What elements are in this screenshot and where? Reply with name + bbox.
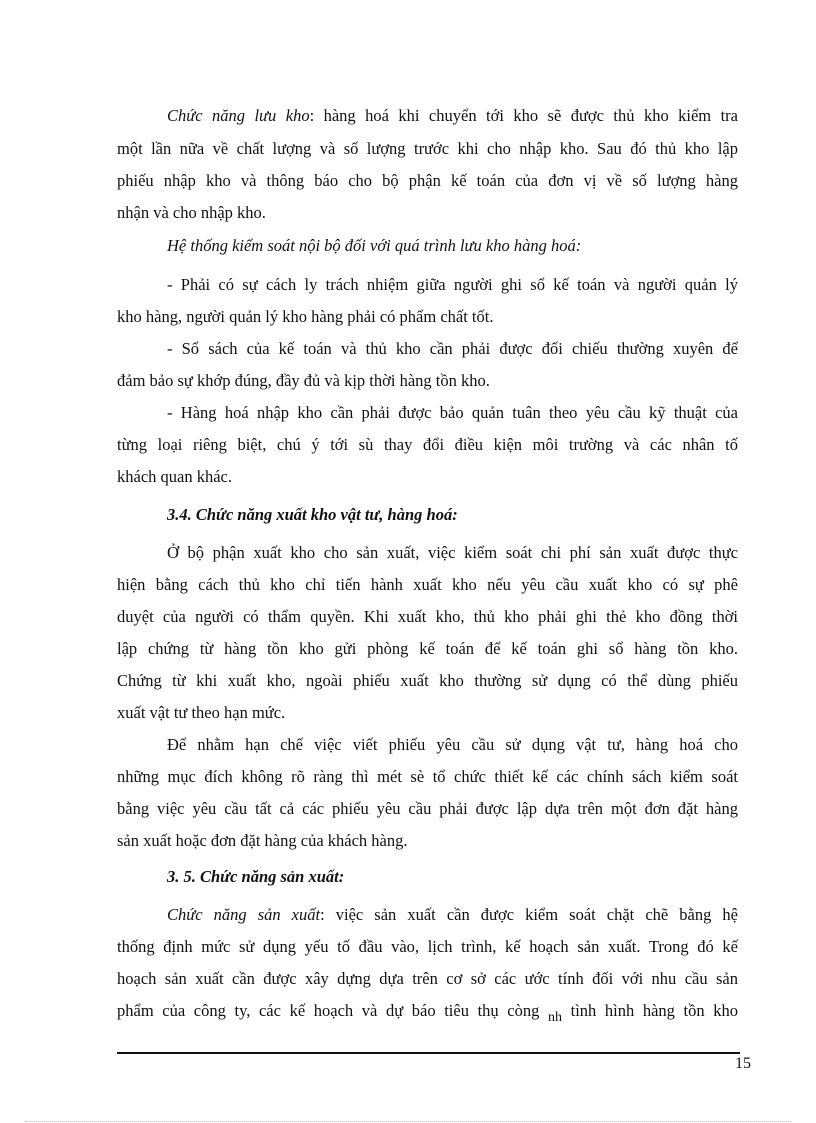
paragraph-line: hiện bằng cách thủ kho chỉ tiến hành xuất kho nếu yêu cầu xuất kho có sự phê <box>117 575 738 594</box>
text-run: : việc sản xuất cần được kiểm soát chặt chẽ bằng hệ <box>320 905 738 924</box>
text-run: phẩm của công ty, các kế hoạch và dự báo tiêu thụ còng <box>117 1001 540 1020</box>
text-run: tình hình hàng tồn kho <box>570 1001 739 1020</box>
italic-subheading: Hệ thống kiểm soát nội bộ đối với quá trình lưu kho hàng hoá: <box>167 236 582 255</box>
paragraph-line: sản xuất hoặc đơn đặt hàng của khách hàng. <box>117 831 408 850</box>
paragraph-line: đảm bảo sự khớp đúng, đầy đủ và kịp thời hàng tồn kho. <box>117 371 490 390</box>
paragraph-line: - Phải có sự cách ly trách nhiệm giữa người ghi sổ kế toán và người quản lý <box>167 275 738 294</box>
paragraph-line: thống định mức sử dụng yếu tố đầu vào, lịch trình, kế hoạch sản xuất. Trong đó kế <box>117 937 738 956</box>
italic-term: Chức năng sản xuất <box>167 905 321 924</box>
section-heading: 3.4. Chức năng xuất kho vật tư, hàng hoá: <box>167 505 458 524</box>
paragraph-line: những mục đích không rõ ràng thì mét sè tổ chức thiết kế các chính sách kiểm soát <box>117 767 738 786</box>
footer-rule <box>117 1052 740 1054</box>
page-bottom-border <box>25 1121 791 1122</box>
paragraph-line <box>117 100 738 132</box>
paragraph-line: nhận và cho nhập kho. <box>117 203 266 222</box>
italic-term: Chức năng lưu kho <box>167 106 310 125</box>
paragraph-line: kho hàng, người quản lý kho hàng phải có phẩm chất tốt. <box>117 307 494 326</box>
paragraph-line: bằng việc yêu cầu tất cả các phiếu yêu cầu phải được lập dựa trên một đơn đặt hàng <box>117 799 738 818</box>
paragraph-line: lập chứng từ hàng tồn kho gửi phòng kế toán để kế toán ghi sổ hàng tồn kho. <box>117 639 738 658</box>
paragraph-line <box>117 995 738 1027</box>
paragraph-line: - Hàng hoá nhập kho cần phải được bảo quản tuân theo yêu cầu kỹ thuật của <box>167 403 738 422</box>
text-run: : hàng hoá khi chuyển tới kho sẽ được thủ kho kiểm tra <box>309 106 738 125</box>
paragraph-line: khách quan khác. <box>117 467 232 486</box>
paragraph-line: phiếu nhập kho và thông báo cho bộ phận kế toán của đơn vị về số lượng hàng <box>117 171 738 190</box>
paragraph-line: hoạch sản xuất cần được xây dựng dựa trên cơ sở các ước tính đối với nhu cầu sản <box>117 969 738 988</box>
paragraph-line: Để nhằm hạn chế việc viết phiếu yêu cầu sử dụng vật tư, hàng hoá cho <box>167 735 738 754</box>
paragraph-line: - Sổ sách của kế toán và thủ kho cần phải được đối chiếu thường xuyên để <box>167 339 738 358</box>
subscript-fragment: nh <box>548 1010 562 1025</box>
page-number: 15 <box>735 1055 751 1072</box>
section-heading: 3. 5. Chức năng sản xuất: <box>167 867 345 886</box>
paragraph-line: Ở bộ phận xuất kho cho sản xuất, việc kiểm soát chi phí sản xuất được thực <box>167 543 738 562</box>
paragraph-line: một lần nữa về chất lượng và số lượng trước khi cho nhập kho. Sau đó thủ kho lập <box>117 139 738 158</box>
paragraph-line: Chứng từ khi xuất kho, ngoài phiếu xuất kho thường sử dụng có thể dùng phiếu <box>117 671 738 690</box>
paragraph-line <box>117 899 738 931</box>
paragraph-line: duyệt của người có thẩm quyền. Khi xuất kho, thủ kho phải ghi thẻ kho đồng thời <box>117 607 738 626</box>
paragraph-line: xuất vật tư theo hạn mức. <box>117 703 286 722</box>
paragraph-line: từng loại riêng biệt, chú ý tới sù thay đổi điều kiện môi trường và các nhân tố <box>117 435 738 454</box>
